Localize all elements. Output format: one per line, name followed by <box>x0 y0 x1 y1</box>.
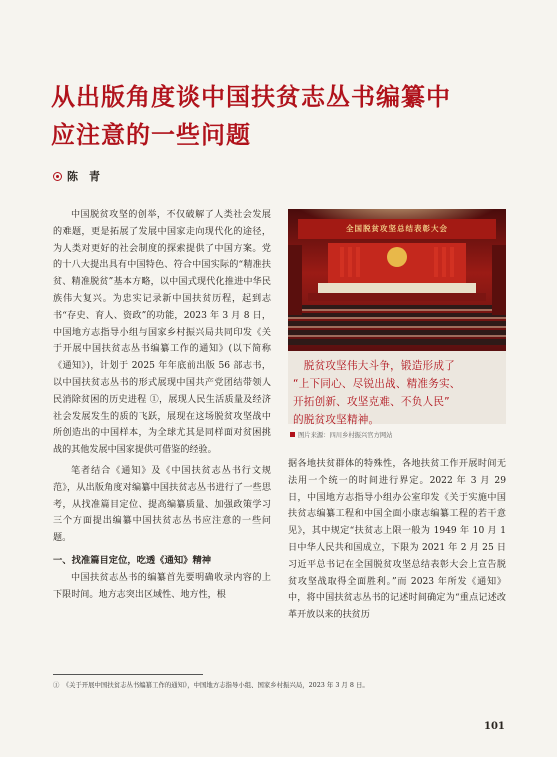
article-title-line-2: 应注意的一些问题 <box>51 121 251 149</box>
pull-quote-line: 的脱贫攻坚精神。 <box>293 414 380 426</box>
body-column-right <box>288 456 506 624</box>
caption-marker-icon <box>290 432 295 437</box>
article-title-line-1: 从出版角度谈中国扶贫志丛书编纂中 <box>51 83 451 111</box>
author-byline <box>53 168 100 184</box>
body-paragraph: 笔者结合《通知》及《中国扶贫志丛书行文规范》，从出版角度对编纂中国扶贫志丛书进行了一些思考，从找准篇目定位、提高编纂质量、加强政策学习三个方面提出编纂中国扶贫志丛书应注意的一些问题。 <box>53 465 271 544</box>
pull-quote-line: 开拓创新、攻坚克难、不负人民” <box>293 396 450 408</box>
photo-banner-text: 全国脱贫攻坚总结表彰大会 <box>346 224 448 233</box>
photo-caption-text: 图片来源：四川乡村振兴官方网站 <box>298 432 393 439</box>
body-column-left <box>53 207 271 603</box>
photo-caption <box>290 430 506 439</box>
pull-quote-line: “上下同心、尽锐出战、精准务实、 <box>293 378 461 390</box>
author-name: 陈 青 <box>67 170 100 183</box>
article-title <box>51 78 521 154</box>
body-paragraph: 中国脱贫攻坚的创举，不仅破解了人类社会发展的难题，更是拓展了发展中国家走向现代化的途径，为人类对更好的社会制度的探索提供了中国方案。党的十八大提出具有中国特色、符合中国实际的“精准扶贫、精准脱贫”基本方略，以中国式现代化推进中华民族伟大复兴。为忠实记录新中国扶贫历程，起到志书“存史、育人、资政”的功能，2023 年 3 月 8 日，中国地方志指导小组与国家乡村振兴局共同印发《关于开展中国扶贫志丛书编纂工作的通知》(以下简称《通知》)，计划于 2025 年年底前出版 56 部志书，以中国扶贫志丛书的形式展现中国共产党团结带领人民消除贫困的历史进程 ①，展现人民生活质量及经济社会发展发生的质的飞跃，展现在这场脱贫攻坚战中所创造出的中国样本，为全球尤其是同样面对贫困挑战的其他发展中国家提供可借鉴的经验。 <box>53 210 271 456</box>
pull-quote-line: 脱贫攻坚伟大斗争，锻造形成了 <box>293 360 455 372</box>
section-heading: 一、找准篇目定位，吃透《通知》精神 <box>53 554 212 566</box>
bullet-icon <box>53 172 62 181</box>
pull-quote <box>293 357 503 429</box>
conference-photo <box>288 209 506 351</box>
body-paragraph: 据各地扶贫群体的特殊性，各地扶贫工作开展时间无法用一个统一的时间进行界定。2022 年 3 月 29 日，中国地方志指导小组办公室印发《关于实施中国扶贫志编纂工程和中国全面小康志编纂工程的若干意见》，其中规定“扶贫志上限一般为 1949 年 10 月 1 日中华人民共和国成立，下限为 2021 年 2 月 25 日习近平总书记在全国脱贫攻坚总结表彰大会上宣告脱贫攻坚战取得全面胜利。”而 2023 年所发《通知》中，将中国扶贫志丛书的记述时间确定为“重点记述改革开放以来的扶贫历 <box>288 459 506 621</box>
footnote: ① 《关于开展中国扶贫志丛书编纂工作的通知》，中国地方志指导小组、国家乡村振兴局，2023 年 3 月 8 日。 <box>53 681 369 689</box>
footnote-divider <box>53 674 203 675</box>
body-paragraph: 中国扶贫志丛书的编纂首先要明确收录内容的上下限时间。地方志突出区域性、地方性，根 <box>53 572 271 600</box>
page-number: 101 <box>484 721 505 732</box>
